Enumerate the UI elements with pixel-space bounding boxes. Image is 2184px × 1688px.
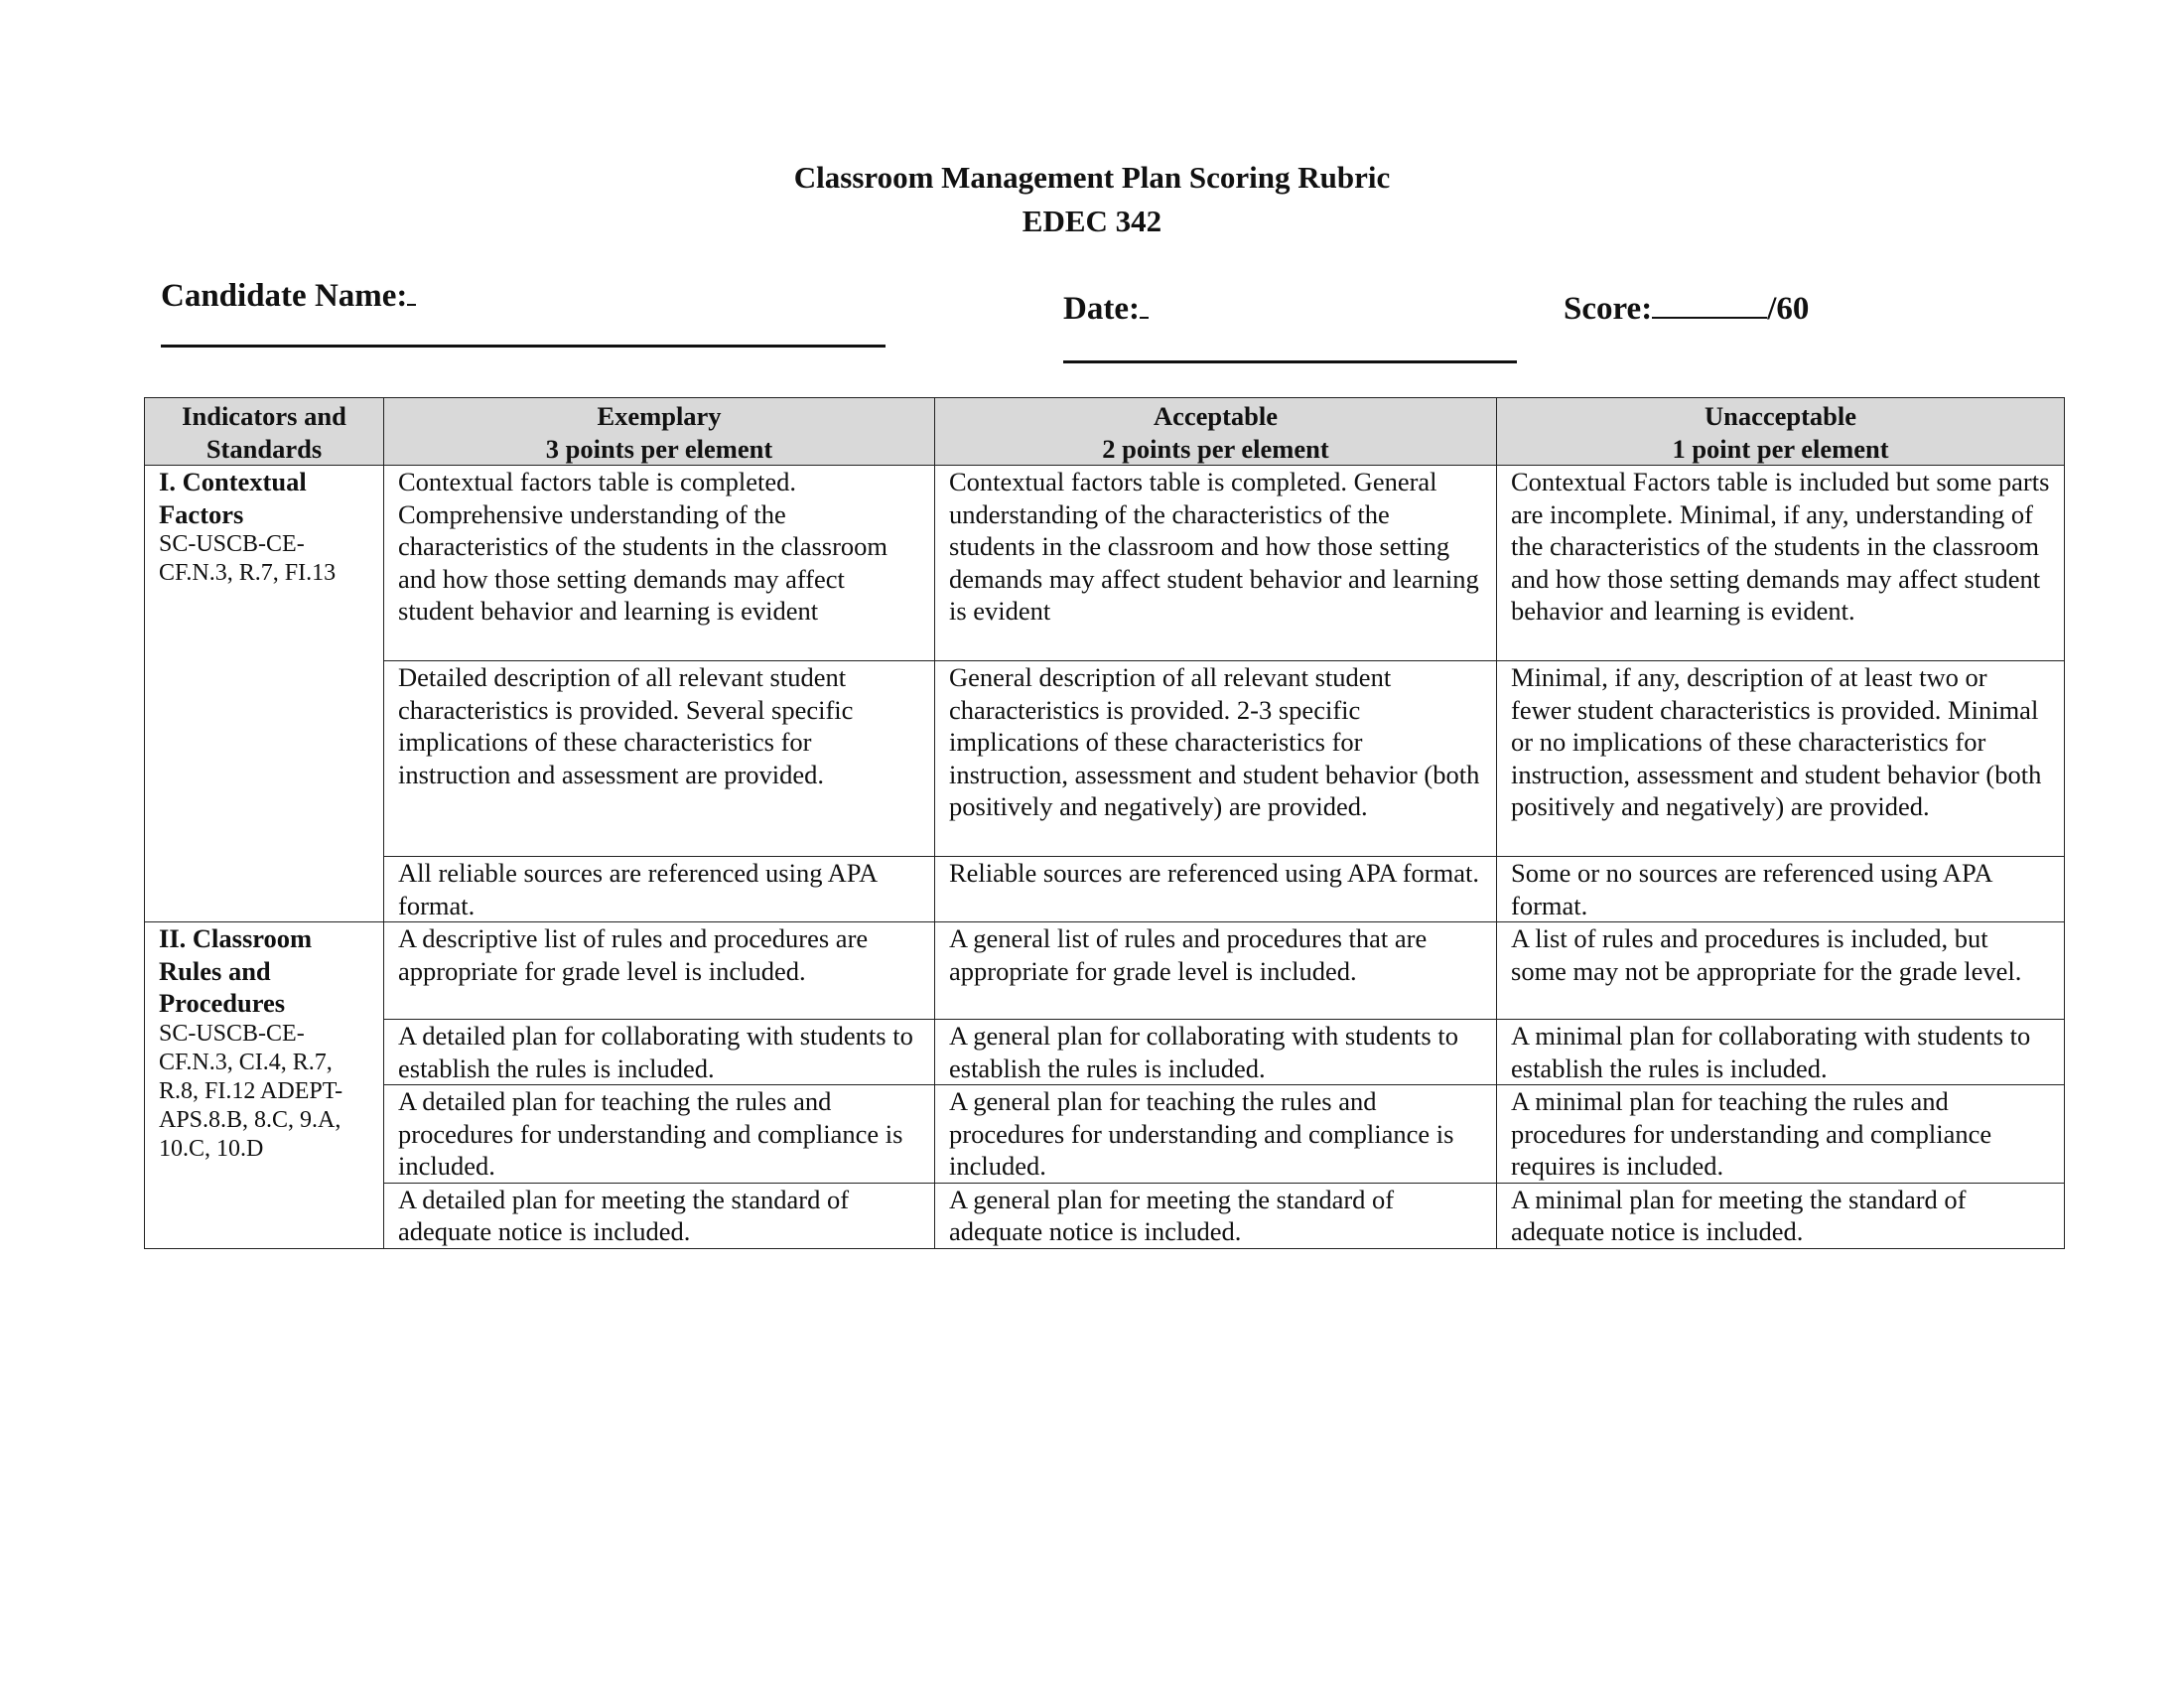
date-label: Date: <box>1063 291 1140 327</box>
cell-unacceptable: A minimal plan for meeting the standard of adequate notice is included. <box>1497 1183 2065 1248</box>
indicator-standards: SC-USCB-CE-CF.N.3, R.7, FI.13 <box>159 531 337 586</box>
score-field[interactable] <box>1564 287 1809 329</box>
cell-acceptable: Reliable sources are referenced using APA format. <box>935 857 1497 922</box>
cell-acceptable: A general plan for meeting the standard of adequate notice is included. <box>935 1183 1497 1248</box>
cell-unacceptable: Minimal, if any, description of at least two or fewer student characteristics is provided. Minimal or no implications of these characteristics for instruction, assessment and student behavior (both positively and negatively) are provided. <box>1497 661 2065 857</box>
cell-acceptable: Contextual factors table is completed. General understanding of the characteristics of the students in the classroom and how those setting demands may affect student behavior and learning is evident <box>935 466 1497 661</box>
cell-exemplary: A detailed plan for meeting the standard of adequate notice is included. <box>384 1183 935 1248</box>
cell-unacceptable: A minimal plan for collaborating with students to establish the rules is included. <box>1497 1020 2065 1085</box>
table-row <box>145 922 2065 1020</box>
table-row <box>145 661 2065 857</box>
indicator-contextual-factors <box>145 466 384 922</box>
score-blank[interactable] <box>1652 287 1767 319</box>
cell-unacceptable: A list of rules and procedures is included, but some may not be appropriate for the grade level. <box>1497 922 2065 1020</box>
cell-unacceptable: A minimal plan for teaching the rules and procedures for understanding and compliance requires is included. <box>1497 1085 2065 1184</box>
date-line <box>1063 360 1517 363</box>
cell-acceptable: A general plan for collaborating with students to establish the rules is included. <box>935 1020 1497 1085</box>
indicator-classroom-rules <box>145 922 384 1249</box>
header-exemplary-points: 3 points per element <box>545 433 773 464</box>
header-acceptable <box>935 398 1497 466</box>
table-row <box>145 1020 2065 1085</box>
table-row <box>145 1183 2065 1248</box>
date-blank[interactable] <box>1140 287 1149 319</box>
header-acceptable-label: Acceptable <box>1153 401 1279 431</box>
score-total: /60 <box>1767 291 1810 327</box>
candidate-name-field[interactable] <box>161 274 416 316</box>
cell-exemplary: Detailed description of all relevant student characteristics is provided. Several specific implications of these characteristics for instruction and assessment are provided. <box>384 661 935 857</box>
cell-unacceptable: Some or no sources are referenced using APA format. <box>1497 857 2065 922</box>
header-unacceptable <box>1497 398 2065 466</box>
header-exemplary-label: Exemplary <box>597 401 722 431</box>
cell-acceptable: A general plan for teaching the rules and procedures for understanding and compliance is included. <box>935 1085 1497 1184</box>
candidate-name-blank[interactable] <box>407 274 416 306</box>
table-row <box>145 466 2065 661</box>
header-unacceptable-label: Unacceptable <box>1704 401 1857 431</box>
candidate-name-label: Candidate Name: <box>161 278 408 314</box>
header-unacceptable-points: 1 point per element <box>1672 433 1889 464</box>
cell-exemplary: A descriptive list of rules and procedures are appropriate for grade level is included. <box>384 922 935 1020</box>
header-exemplary <box>384 398 935 466</box>
cell-exemplary: Contextual factors table is completed. Comprehensive understanding of the characteristics of the students in the classroom and how those setting demands may affect student behavior and learning is evident <box>384 466 935 661</box>
table-header-row <box>145 398 2065 466</box>
candidate-name-line <box>161 345 886 348</box>
score-label: Score: <box>1564 291 1653 327</box>
cell-exemplary: A detailed plan for collaborating with students to establish the rules is included. <box>384 1020 935 1085</box>
header-indicators: Indicators and Standards <box>145 398 384 466</box>
indicator-standards: SC-USCB-CE-CF.N.3, CI.4, R.7, R.8, FI.12 ADEPT-APS.8.B, 8.C, 9.A, 10.C, 10.D <box>159 1020 343 1162</box>
document-title: Classroom Management Plan Scoring Rubric <box>793 160 1391 195</box>
header-acceptable-points: 2 points per element <box>1102 433 1329 464</box>
indicator-title: I. Contextual Factors <box>159 467 307 529</box>
cell-exemplary: A detailed plan for teaching the rules and procedures for understanding and compliance is included. <box>384 1085 935 1184</box>
table-row <box>145 1085 2065 1184</box>
cell-acceptable: A general list of rules and procedures that are appropriate for grade level is included. <box>935 922 1497 1020</box>
table-row <box>145 857 2065 922</box>
indicator-title: II. Classroom Rules and Procedures <box>159 923 313 1018</box>
cell-unacceptable: Contextual Factors table is included but some parts are incomplete. Minimal, if any, understanding of the characteristics of the students in the classroom and how those setting demands may affect student behavior and learning is evident. <box>1497 466 2065 661</box>
cell-exemplary: All reliable sources are referenced using APA format. <box>384 857 935 922</box>
course-code: EDEC 342 <box>1022 204 1162 238</box>
scoring-rubric-table <box>144 397 2065 1249</box>
date-field[interactable] <box>1063 287 1149 329</box>
cell-acceptable: General description of all relevant student characteristics is provided. 2-3 specific implications of these characteristics for instruction, assessment and student behavior (both positively and negatively) are provided. <box>935 661 1497 857</box>
